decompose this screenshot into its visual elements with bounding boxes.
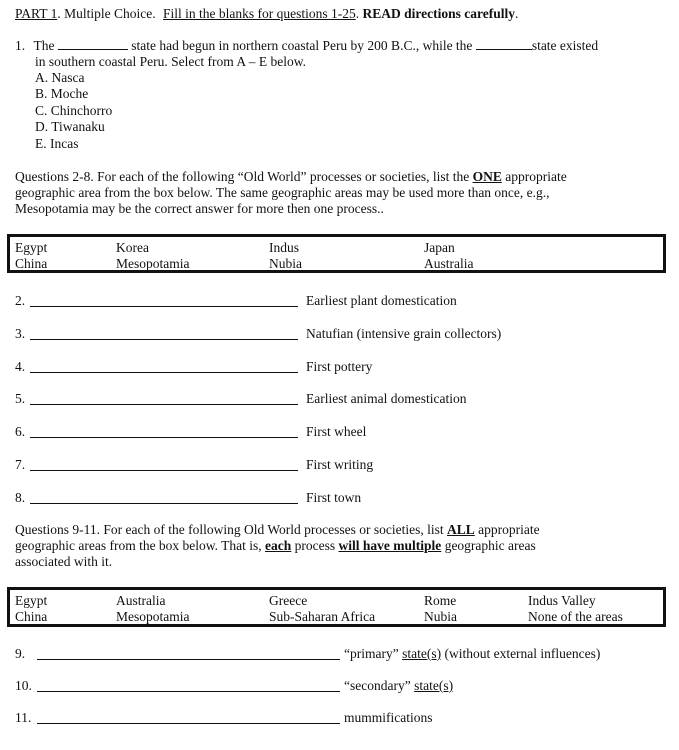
box-1-area: Korea <box>116 240 149 255</box>
question-1 <box>15 38 598 54</box>
box-1-area: Australia <box>424 256 474 271</box>
process-label: Earliest animal domestication <box>306 391 467 407</box>
q1-option: A. Nasca <box>35 70 85 85</box>
box-2-area: None of the areas <box>528 609 623 624</box>
section-9-11-line-3: associated with it. <box>15 554 113 569</box>
multiple-choice-label: Multiple Choice. <box>64 6 156 21</box>
intro-text: appropriate <box>501 169 567 184</box>
q1-text-start: The <box>33 38 55 53</box>
geographic-areas-box-1 <box>7 234 666 273</box>
intro-text: Questions 2-8. For each of the following “Old World” processes or societies, list the <box>15 169 473 184</box>
question-number: 7. <box>15 457 26 472</box>
box-2-area: Egypt <box>15 593 48 608</box>
intro-text: geographic areas from the box below. That is, <box>15 538 266 553</box>
box-1-area: Egypt <box>15 240 48 255</box>
section-9-11-intro <box>15 522 540 538</box>
period: . <box>514 6 519 21</box>
process-label <box>344 710 433 726</box>
process-label <box>344 678 453 694</box>
section-2-8-intro <box>15 169 567 185</box>
q1-option: D. Tiwanaku <box>35 119 105 135</box>
box-1-area: Mesopotamia <box>116 256 190 271</box>
box-2-area: Mesopotamia <box>116 609 190 624</box>
box-2-area: Rome <box>424 593 457 608</box>
process-label: First writing <box>306 457 374 472</box>
geographic-areas-box-2 <box>7 587 666 627</box>
box-2-area: Indus Valley <box>528 593 596 608</box>
box-2-area: Australia <box>116 593 166 608</box>
q1-option: E. Incas <box>35 135 79 151</box>
part-label: PART 1 <box>15 6 58 21</box>
box-1-area: Indus <box>269 240 299 255</box>
answer-blank[interactable] <box>37 659 340 660</box>
read-directions: READ directions carefully <box>362 6 515 21</box>
question-number: 4. <box>15 358 26 374</box>
answer-blank[interactable] <box>30 503 298 504</box>
box-1-area: Japan <box>424 240 455 255</box>
box-1-area: China <box>15 256 48 271</box>
q1-text-end: state existed <box>531 38 599 53</box>
process-label: First wheel <box>306 424 367 440</box>
box-2-area: Greece <box>269 593 308 608</box>
answer-blank[interactable] <box>30 470 298 471</box>
intro-text: Questions 9-11. For each of the following Old World processes or societies, list <box>15 522 447 537</box>
intro-text: appropriate <box>474 522 540 537</box>
question-number: 11. <box>15 710 32 725</box>
q1-line-2: in southern coastal Peru. Select from A – E below. <box>35 54 306 69</box>
section-2-8-line-2: geographic area from the box below. The same geographic areas may be used more than once, e.g., <box>15 185 550 200</box>
label-underlined: state(s) <box>402 646 442 661</box>
question-number: 9. <box>15 646 26 661</box>
answer-blank[interactable] <box>30 339 298 340</box>
intro-emphasis: ONE <box>472 169 502 184</box>
answer-blank[interactable] <box>30 437 298 438</box>
question-number: 1. <box>15 38 26 53</box>
q1-option: C. Chinchorro <box>35 102 113 118</box>
question-number: 10. <box>15 678 32 693</box>
question-number: 8. <box>15 489 26 505</box>
process-label: First town <box>306 489 362 505</box>
part-heading <box>15 6 518 22</box>
intro-text: geographic areas <box>441 538 536 553</box>
label-text: (without external influences) <box>441 646 601 661</box>
label-text: “secondary” <box>344 678 415 693</box>
question-number: 3. <box>15 325 26 341</box>
label-text: mummifications <box>344 710 433 725</box>
intro-text: process <box>291 538 339 553</box>
process-label <box>344 646 600 662</box>
question-number: 6. <box>15 424 26 440</box>
answer-blank[interactable] <box>58 48 128 50</box>
answer-blank[interactable] <box>30 306 298 307</box>
process-label: Earliest plant domestication <box>306 293 457 308</box>
process-label: Natufian (intensive grain collectors) <box>306 325 502 341</box>
answer-blank[interactable] <box>30 404 298 405</box>
intro-emphasis: ALL <box>446 522 475 537</box>
box-2-area: Sub-Saharan Africa <box>269 609 376 624</box>
q1-text-mid: state had begun in northern coastal Peru by 200 B.C., while the <box>131 38 473 53</box>
label-text: “primary” <box>344 646 403 661</box>
separator: . <box>57 6 65 21</box>
intro-emphasis: each <box>265 538 292 553</box>
q1-option: B. Moche <box>35 86 89 102</box>
answer-blank[interactable] <box>37 691 340 692</box>
section-9-11-line-2 <box>15 538 536 554</box>
question-number: 2. <box>15 293 26 308</box>
fill-blanks-instruction: Fill in the blanks for questions 1-25 <box>162 6 356 21</box>
separator: . <box>355 6 363 21</box>
answer-blank[interactable] <box>476 48 532 50</box>
label-underlined: state(s) <box>414 678 454 693</box>
process-label: First pottery <box>306 358 373 374</box>
answer-blank[interactable] <box>37 723 340 724</box>
box-2-area: Nubia <box>424 609 457 624</box>
box-1-area: Nubia <box>269 256 302 271</box>
answer-blank[interactable] <box>30 372 298 373</box>
intro-emphasis: will have multiple <box>338 538 442 553</box>
box-2-area: China <box>15 609 48 624</box>
question-number: 5. <box>15 391 26 407</box>
section-2-8-line-3: Mesopotamia may be the correct answer for more then one process.. <box>15 201 384 216</box>
